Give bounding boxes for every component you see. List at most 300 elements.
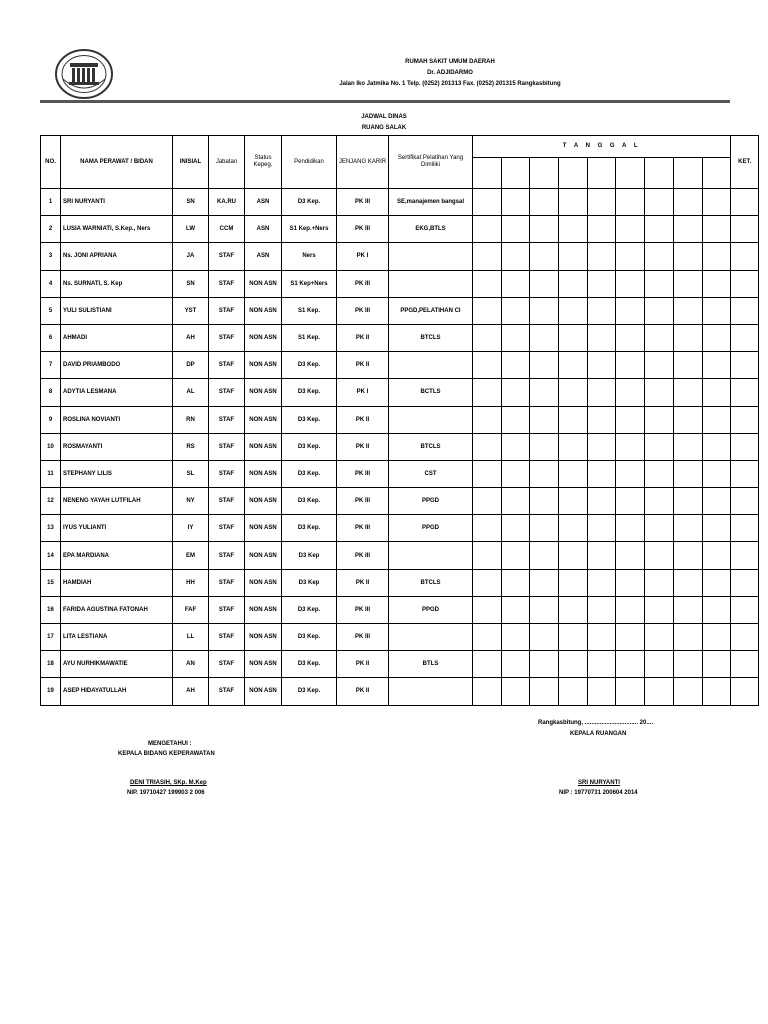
date-cell xyxy=(645,352,674,379)
cell-ket xyxy=(731,406,759,433)
cell-inisial: AN xyxy=(173,651,209,678)
cell-no: 11 xyxy=(41,460,61,487)
col-header-no: NO. xyxy=(41,136,61,189)
cell-status: NON ASN xyxy=(245,433,282,460)
cell-ket xyxy=(731,678,759,705)
cell-ket xyxy=(731,433,759,460)
cell-nama: AYU NURHIKMAWATIE xyxy=(61,651,173,678)
cell-jenjang: PK III xyxy=(337,189,389,216)
cell-nama: ROSMAYANTI xyxy=(61,433,173,460)
date-cell xyxy=(473,542,502,569)
date-cell xyxy=(616,379,645,406)
cell-ket xyxy=(731,243,759,270)
cell-ket xyxy=(731,297,759,324)
cell-sertifikat xyxy=(389,624,473,651)
cell-pendidikan: D3 Kep. xyxy=(282,406,337,433)
date-cell xyxy=(587,324,616,351)
date-cell xyxy=(530,488,559,515)
cell-jabatan: STAF xyxy=(209,270,245,297)
cell-nama: STEPHANY LILIS xyxy=(61,460,173,487)
date-cell xyxy=(587,379,616,406)
date-cell xyxy=(530,624,559,651)
cell-jenjang: PK III xyxy=(337,488,389,515)
cell-jabatan: STAF xyxy=(209,352,245,379)
date-cell xyxy=(473,352,502,379)
table-row xyxy=(41,189,759,216)
date-cell xyxy=(473,379,502,406)
cell-sertifikat xyxy=(389,678,473,705)
cell-no: 19 xyxy=(41,678,61,705)
table-row xyxy=(41,270,759,297)
cell-nama: AHMADI xyxy=(61,324,173,351)
date-cell xyxy=(673,270,702,297)
date-cell xyxy=(673,324,702,351)
date-cell xyxy=(702,460,731,487)
date-cell xyxy=(501,270,530,297)
date-cell xyxy=(702,270,731,297)
cell-jabatan: STAF xyxy=(209,515,245,542)
date-cell xyxy=(501,624,530,651)
date-cell xyxy=(559,270,588,297)
date-cell xyxy=(530,542,559,569)
table-row xyxy=(41,624,759,651)
date-cell xyxy=(702,297,731,324)
cell-ket xyxy=(731,324,759,351)
date-cell xyxy=(702,158,731,189)
date-cell xyxy=(559,596,588,623)
date-cell xyxy=(587,189,616,216)
date-cell xyxy=(501,542,530,569)
cell-inisial: DP xyxy=(173,352,209,379)
date-cell xyxy=(673,624,702,651)
cell-inisial: SL xyxy=(173,460,209,487)
cell-no: 1 xyxy=(41,189,61,216)
table-row xyxy=(41,352,759,379)
date-cell xyxy=(530,379,559,406)
date-cell xyxy=(673,406,702,433)
date-cell xyxy=(473,189,502,216)
date-cell xyxy=(501,379,530,406)
cell-status: NON ASN xyxy=(245,297,282,324)
cell-no: 10 xyxy=(41,433,61,460)
date-cell xyxy=(530,678,559,705)
cell-jenjang: PK II xyxy=(337,678,389,705)
date-cell xyxy=(501,651,530,678)
date-cell xyxy=(473,596,502,623)
table-row xyxy=(41,216,759,243)
cell-pendidikan: D3 Kep. xyxy=(282,651,337,678)
date-cell xyxy=(616,569,645,596)
date-cell xyxy=(501,158,530,189)
cell-pendidikan: Ners xyxy=(282,243,337,270)
col-header-inisial: INISIAL xyxy=(173,136,209,189)
cell-no: 6 xyxy=(41,324,61,351)
col-header-status: Status Kepeg. xyxy=(245,136,282,189)
cell-status: NON ASN xyxy=(245,406,282,433)
date-cell xyxy=(473,433,502,460)
cell-jabatan: STAF xyxy=(209,324,245,351)
cell-inisial: RS xyxy=(173,433,209,460)
date-cell xyxy=(673,189,702,216)
date-cell xyxy=(587,624,616,651)
cell-no: 9 xyxy=(41,406,61,433)
cell-ket xyxy=(731,569,759,596)
cell-sertifikat: CST xyxy=(389,460,473,487)
date-cell xyxy=(501,189,530,216)
cell-inisial: EM xyxy=(173,542,209,569)
date-cell xyxy=(645,596,674,623)
date-cell xyxy=(645,569,674,596)
cell-status: NON ASN xyxy=(245,270,282,297)
cell-ket xyxy=(731,488,759,515)
cell-jabatan: STAF xyxy=(209,297,245,324)
date-cell xyxy=(501,460,530,487)
cell-status: ASN xyxy=(245,216,282,243)
date-cell xyxy=(473,488,502,515)
date-cell xyxy=(702,352,731,379)
date-cell xyxy=(702,678,731,705)
cell-inisial: SN xyxy=(173,189,209,216)
cell-status: NON ASN xyxy=(245,678,282,705)
cell-no: 13 xyxy=(41,515,61,542)
cell-pendidikan: D3 Kep. xyxy=(282,433,337,460)
date-cell xyxy=(587,433,616,460)
date-cell xyxy=(559,158,588,189)
date-cell xyxy=(559,460,588,487)
date-cell xyxy=(501,406,530,433)
date-cell xyxy=(587,406,616,433)
cell-jabatan: STAF xyxy=(209,433,245,460)
col-header-ket: KET. xyxy=(731,136,759,189)
date-cell xyxy=(473,624,502,651)
cell-no: 15 xyxy=(41,569,61,596)
date-cell xyxy=(559,216,588,243)
date-cell xyxy=(501,433,530,460)
date-cell xyxy=(559,651,588,678)
date-cell xyxy=(473,406,502,433)
cell-no: 7 xyxy=(41,352,61,379)
cell-status: NON ASN xyxy=(245,488,282,515)
date-cell xyxy=(501,297,530,324)
cell-nama: DAVID PRIAMBODO xyxy=(61,352,173,379)
cell-nama: ASEP HIDAYATULLAH xyxy=(61,678,173,705)
date-cell xyxy=(702,569,731,596)
date-cell xyxy=(673,515,702,542)
date-cell xyxy=(530,297,559,324)
cell-pendidikan: D3 Kep. xyxy=(282,352,337,379)
date-cell xyxy=(702,406,731,433)
cell-nama: SRI NURYANTI xyxy=(61,189,173,216)
cell-inisial: SN xyxy=(173,270,209,297)
cell-jabatan: STAF xyxy=(209,651,245,678)
date-cell xyxy=(587,216,616,243)
date-cell xyxy=(587,678,616,705)
date-cell xyxy=(616,406,645,433)
table-row xyxy=(41,515,759,542)
date-cell xyxy=(645,243,674,270)
date-cell xyxy=(587,243,616,270)
cell-status: ASN xyxy=(245,243,282,270)
date-cell xyxy=(559,243,588,270)
date-cell xyxy=(530,651,559,678)
cell-pendidikan: S1 Kep. xyxy=(282,297,337,324)
date-cell xyxy=(673,433,702,460)
date-cell xyxy=(473,324,502,351)
cell-pendidikan: D3 Kep. xyxy=(282,678,337,705)
cell-nama: ROSLINA NOVIANTI xyxy=(61,406,173,433)
cell-pendidikan: D3 Kep xyxy=(282,542,337,569)
cell-inisial: YST xyxy=(173,297,209,324)
date-cell xyxy=(616,324,645,351)
cell-inisial: AL xyxy=(173,379,209,406)
date-cell xyxy=(645,324,674,351)
cell-nama: FARIDA AGUSTINA FATONAH xyxy=(61,596,173,623)
cell-status: NON ASN xyxy=(245,352,282,379)
cell-jabatan: STAF xyxy=(209,379,245,406)
date-cell xyxy=(673,243,702,270)
cell-nama: EPA MARDIANA xyxy=(61,542,173,569)
date-cell xyxy=(616,243,645,270)
cell-inisial: AH xyxy=(173,324,209,351)
cell-jabatan: STAF xyxy=(209,569,245,596)
cell-status: NON ASN xyxy=(245,542,282,569)
schedule-table xyxy=(40,135,759,706)
cell-no: 16 xyxy=(41,596,61,623)
cell-pendidikan: D3 Kep. xyxy=(282,624,337,651)
document-title: JADWAL DINAS xyxy=(361,114,407,120)
col-header-jabatan: Jabatan xyxy=(209,136,245,189)
cell-no: 2 xyxy=(41,216,61,243)
date-cell xyxy=(645,379,674,406)
cell-pendidikan: S1 Kep.+Ners xyxy=(282,216,337,243)
cell-jenjang: PK III xyxy=(337,515,389,542)
cell-no: 5 xyxy=(41,297,61,324)
date-cell xyxy=(616,488,645,515)
date-cell xyxy=(473,569,502,596)
table-row xyxy=(41,651,759,678)
cell-ket xyxy=(731,542,759,569)
cell-inisial: IY xyxy=(173,515,209,542)
table-row xyxy=(41,569,759,596)
date-cell xyxy=(673,379,702,406)
place-date: Rangkasbitung, ................................ 20.... xyxy=(538,720,654,726)
date-cell xyxy=(473,678,502,705)
col-header-tanggal: T A N G G A L xyxy=(473,136,731,158)
table-row xyxy=(41,542,759,569)
cell-no: 8 xyxy=(41,379,61,406)
date-cell xyxy=(559,324,588,351)
cell-sertifikat xyxy=(389,352,473,379)
cell-no: 18 xyxy=(41,651,61,678)
cell-jabatan: STAF xyxy=(209,624,245,651)
date-cell xyxy=(702,379,731,406)
date-cell xyxy=(559,624,588,651)
cell-nama: Ns. SURNATI, S. Kep xyxy=(61,270,173,297)
hospital-logo-icon xyxy=(55,49,113,99)
cell-sertifikat: PPGD xyxy=(389,515,473,542)
date-cell xyxy=(530,515,559,542)
cell-pendidikan: D3 Kep. xyxy=(282,189,337,216)
cell-status: NON ASN xyxy=(245,379,282,406)
cell-no: 4 xyxy=(41,270,61,297)
date-cell xyxy=(559,569,588,596)
date-cell xyxy=(587,297,616,324)
cell-status: NON ASN xyxy=(245,651,282,678)
date-cell xyxy=(645,651,674,678)
date-cell xyxy=(673,569,702,596)
cell-jenjang: PK II xyxy=(337,324,389,351)
cell-jenjang: PK III xyxy=(337,596,389,623)
left-signatory-name: DENI TRIASIH, SKp. M.Kep xyxy=(130,780,207,786)
cell-pendidikan: D3 Kep xyxy=(282,569,337,596)
date-cell xyxy=(673,678,702,705)
cell-jenjang: PK II xyxy=(337,352,389,379)
cell-inisial: LW xyxy=(173,216,209,243)
cell-jenjang: PK I xyxy=(337,379,389,406)
cell-ket xyxy=(731,270,759,297)
cell-sertifikat: BTLS xyxy=(389,651,473,678)
cell-jenjang: PK II xyxy=(337,651,389,678)
date-cell xyxy=(673,596,702,623)
date-cell xyxy=(645,542,674,569)
date-cell xyxy=(501,596,530,623)
cell-nama: Ns. JONI APRIANA xyxy=(61,243,173,270)
date-cell xyxy=(645,433,674,460)
cell-status: NON ASN xyxy=(245,569,282,596)
cell-pendidikan: S1 Kep+Ners xyxy=(282,270,337,297)
date-cell xyxy=(673,542,702,569)
cell-sertifikat: BTCLS xyxy=(389,324,473,351)
date-cell xyxy=(645,488,674,515)
date-cell xyxy=(645,515,674,542)
date-cell xyxy=(673,651,702,678)
cell-status: NON ASN xyxy=(245,460,282,487)
table-row xyxy=(41,678,759,705)
date-cell xyxy=(645,460,674,487)
cell-jabatan: STAF xyxy=(209,542,245,569)
date-cell xyxy=(530,189,559,216)
cell-ket xyxy=(731,216,759,243)
date-cell xyxy=(616,651,645,678)
date-cell xyxy=(702,651,731,678)
date-cell xyxy=(645,158,674,189)
date-cell xyxy=(702,596,731,623)
date-cell xyxy=(501,324,530,351)
date-cell xyxy=(616,158,645,189)
cell-jenjang: PK II xyxy=(337,569,389,596)
date-cell xyxy=(530,324,559,351)
date-cell xyxy=(501,488,530,515)
table-row xyxy=(41,406,759,433)
col-header-pendidikan: Pendidikan xyxy=(282,136,337,189)
cell-jabatan: STAF xyxy=(209,596,245,623)
date-cell xyxy=(587,158,616,189)
cell-jenjang: PK I xyxy=(337,243,389,270)
cell-jabatan: STAF xyxy=(209,460,245,487)
cell-pendidikan: D3 Kep. xyxy=(282,379,337,406)
cell-pendidikan: D3 Kep. xyxy=(282,460,337,487)
date-cell xyxy=(559,433,588,460)
date-cell xyxy=(702,216,731,243)
cell-sertifikat: SE,manajemen bangsal xyxy=(389,189,473,216)
institution-name: RUMAH SAKIT UMUM DAERAH xyxy=(405,59,495,65)
cell-no: 17 xyxy=(41,624,61,651)
date-cell xyxy=(702,189,731,216)
date-cell xyxy=(673,297,702,324)
cell-sertifikat xyxy=(389,406,473,433)
date-cell xyxy=(559,352,588,379)
date-cell xyxy=(616,352,645,379)
right-signatory-nip: NIP : 19770731 200604 2014 xyxy=(559,790,638,796)
date-cell xyxy=(587,270,616,297)
cell-jenjang: PK III xyxy=(337,297,389,324)
date-cell xyxy=(645,270,674,297)
cell-ket xyxy=(731,352,759,379)
table-row xyxy=(41,297,759,324)
right-signatory-name: SRI NURYANTI xyxy=(578,780,620,786)
cell-sertifikat: EKG,BTLS xyxy=(389,216,473,243)
cell-nama: ADYTIA LESMANA xyxy=(61,379,173,406)
cell-sertifikat xyxy=(389,243,473,270)
cell-status: NON ASN xyxy=(245,324,282,351)
cell-no: 3 xyxy=(41,243,61,270)
cell-jabatan: STAF xyxy=(209,243,245,270)
date-cell xyxy=(616,596,645,623)
date-cell xyxy=(501,216,530,243)
date-cell xyxy=(473,158,502,189)
cell-inisial: AH xyxy=(173,678,209,705)
date-cell xyxy=(645,678,674,705)
date-cell xyxy=(473,651,502,678)
date-cell xyxy=(587,651,616,678)
cell-nama: YULI SULISTIANI xyxy=(61,297,173,324)
date-cell xyxy=(645,297,674,324)
cell-sertifikat xyxy=(389,270,473,297)
cell-ket xyxy=(731,189,759,216)
table-row xyxy=(41,379,759,406)
date-cell xyxy=(501,515,530,542)
cell-sertifikat: PPGD,PELATIHAN CI xyxy=(389,297,473,324)
date-cell xyxy=(473,297,502,324)
date-cell xyxy=(501,243,530,270)
cell-jenjang: PK II xyxy=(337,433,389,460)
date-cell xyxy=(473,216,502,243)
date-cell xyxy=(559,542,588,569)
col-header-jenjang: JENJANG KARIR xyxy=(337,136,389,189)
cell-inisial: FAF xyxy=(173,596,209,623)
date-cell xyxy=(645,406,674,433)
date-cell xyxy=(587,596,616,623)
date-cell xyxy=(616,678,645,705)
date-cell xyxy=(702,243,731,270)
table-row xyxy=(41,243,759,270)
date-cell xyxy=(645,189,674,216)
cell-jabatan: STAF xyxy=(209,678,245,705)
date-cell xyxy=(587,542,616,569)
cell-pendidikan: D3 Kep. xyxy=(282,515,337,542)
cell-ket xyxy=(731,379,759,406)
cell-ket xyxy=(731,460,759,487)
room-name: RUANG SALAK xyxy=(361,125,407,131)
cell-pendidikan: D3 Kep. xyxy=(282,488,337,515)
date-cell xyxy=(616,515,645,542)
cell-nama: IYUS YULIANTI xyxy=(61,515,173,542)
cell-jabatan: KA.RU xyxy=(209,189,245,216)
date-cell xyxy=(530,243,559,270)
col-header-sertifikat: Sertifikat Pelatihan Yang Dimiliki xyxy=(389,136,473,189)
cell-ket xyxy=(731,624,759,651)
cell-inisial: JA xyxy=(173,243,209,270)
